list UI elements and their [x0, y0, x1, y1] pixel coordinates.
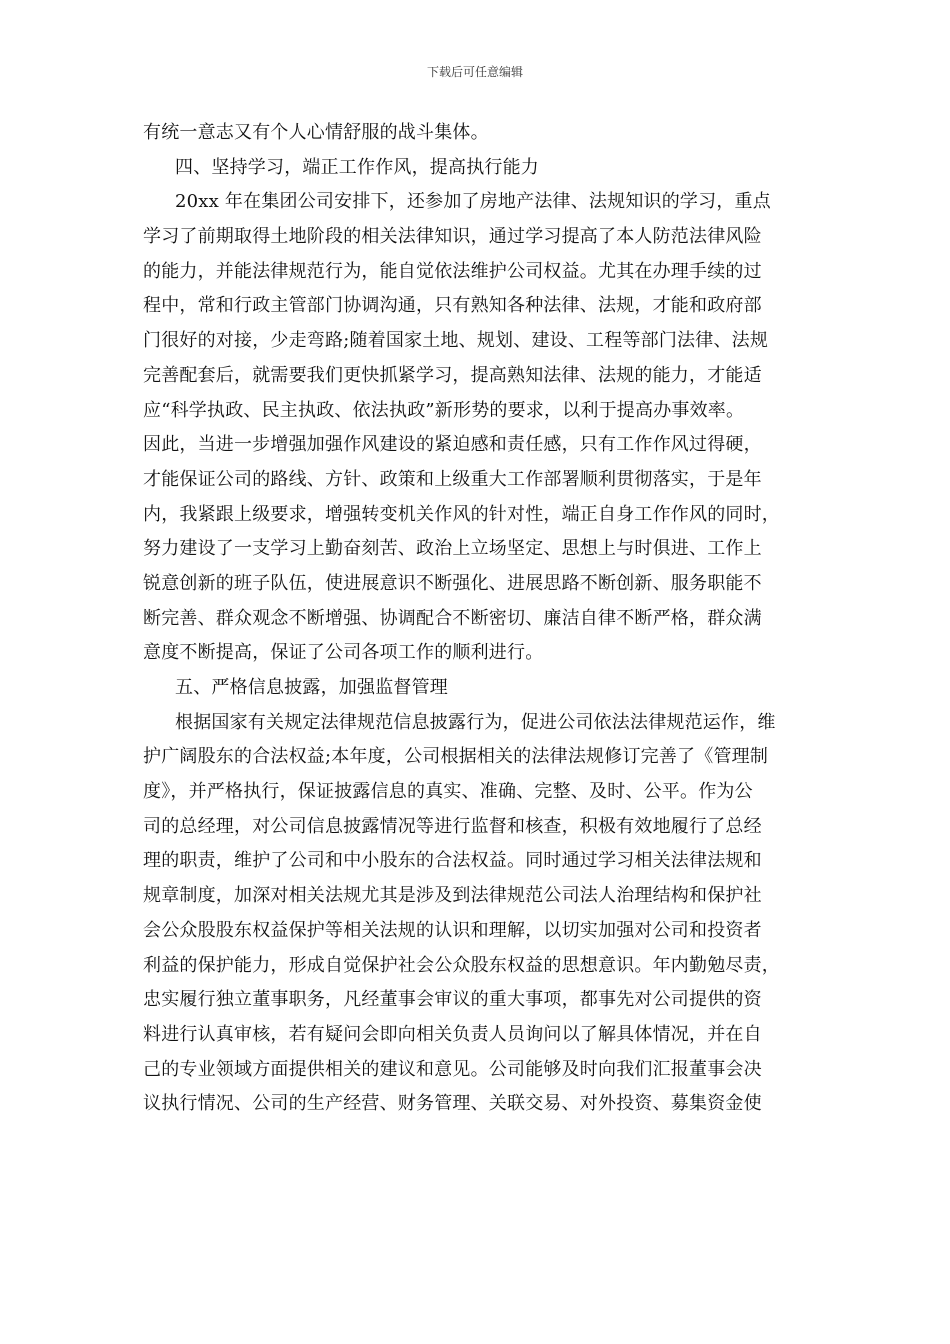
text-line: 规章制度，加深对相关法规尤其是涉及到法律规范公司法人治理结构和保护社	[143, 885, 762, 907]
text-line: 有统一意志又有个人心情舒服的战斗集体。	[143, 122, 489, 143]
text-line: 忠实履行独立董事职务，凡经董事会审议的重大事项，都事先对公司提供的资	[143, 989, 762, 1011]
text-line: 己的专业领域方面提供相关的建议和意见。公司能够及时向我们汇报董事会决	[143, 1058, 762, 1080]
text-line: 理的职责，维护了公司和中小股东的合法权益。同时通过学习相关法律法规和	[143, 850, 762, 872]
text-line: 应“科学执政、民主执政、依法执政”新形势的要求，以利于提高办事效率。	[143, 399, 745, 421]
text-line: 锐意创新的班子队伍，使进展意识不断强化、进展思路不断创新、服务职能不	[143, 572, 762, 594]
text-line: 努力建设了一支学习上勤奋刻苦、政治上立场坚定、思想上与时俱进、工作上	[143, 538, 762, 560]
text-line: 根据国家有关规定法律规范信息披露行为，促进公司依法法律规范运作，维	[175, 711, 776, 733]
text-line: 程中，常和行政主管部门协调沟通，只有熟知各种法律、法规，才能和政府部	[143, 295, 762, 317]
text-line: 四、坚持学习，端正工作作风，提高执行能力	[175, 156, 539, 178]
text-line: 料进行认真审核，若有疑问会即向相关负责人员询问以了解具体情况，并在自	[143, 1023, 762, 1045]
text-line: 意度不断提高，保证了公司各项工作的顺利进行。	[143, 642, 544, 664]
text-line: 学习了前期取得土地阶段的相关法律知识，通过学习提高了本人防范法律风险	[143, 226, 762, 248]
text-line: 利益的保护能力，形成自觉保护社会公众股东权益的思想意识。年内勤勉尽责，	[143, 954, 780, 976]
text-line: 议执行情况、公司的生产经营、财务管理、关联交易、对外投资、募集资金使	[143, 1093, 762, 1115]
text-line: 完善配套后，就需要我们更快抓紧学习，提高熟知法律、法规的能力，才能适	[143, 364, 762, 386]
text-line: 五、严格信息披露，加强监督管理	[175, 677, 448, 698]
text-line: 门很好的对接，少走弯路;随着国家土地、规划、建设、工程等部门法律、法规	[143, 330, 769, 352]
text-line: 断完善、群众观念不断增强、协调配合不断密切、廉洁自律不断严格，群众满	[143, 607, 762, 629]
text-line: 护广阔股东的合法权益;本年度，公司根据相关的法律法规修订完善了《管理制	[143, 746, 769, 768]
text-line: 因此，当进一步增强加强作风建设的紧迫感和责任感，只有工作作风过得硬，	[143, 434, 762, 456]
document-body	[143, 116, 823, 1122]
text-line: 20xx 年在集团公司安排下，还参加了房地产法律、法规知识的学习，重点	[175, 191, 771, 213]
text-line: 司的总经理，对公司信息披露情况等进行监督和核查，积极有效地履行了总经	[143, 815, 762, 837]
text-line: 内，我紧跟上级要求，增强转变机关作风的针对性，端正自身工作作风的同时，	[143, 503, 780, 525]
text-line: 的能力，并能法律规范行为，能自觉依法维护公司权益。尤其在办理手续的过	[143, 260, 762, 282]
text-line: 才能保证公司的路线、方针、政策和上级重大工作部署顺利贯彻落实，于是年	[143, 468, 762, 490]
text-line: 会公众股股东权益保护等相关法规的认识和理解，以切实加强对公司和投资者	[143, 919, 762, 941]
text-line: 度》，并严格执行，保证披露信息的真实、准确、完整、及时、公平。作为公	[143, 781, 753, 803]
page-header: 下载后可任意编辑	[426, 65, 523, 79]
